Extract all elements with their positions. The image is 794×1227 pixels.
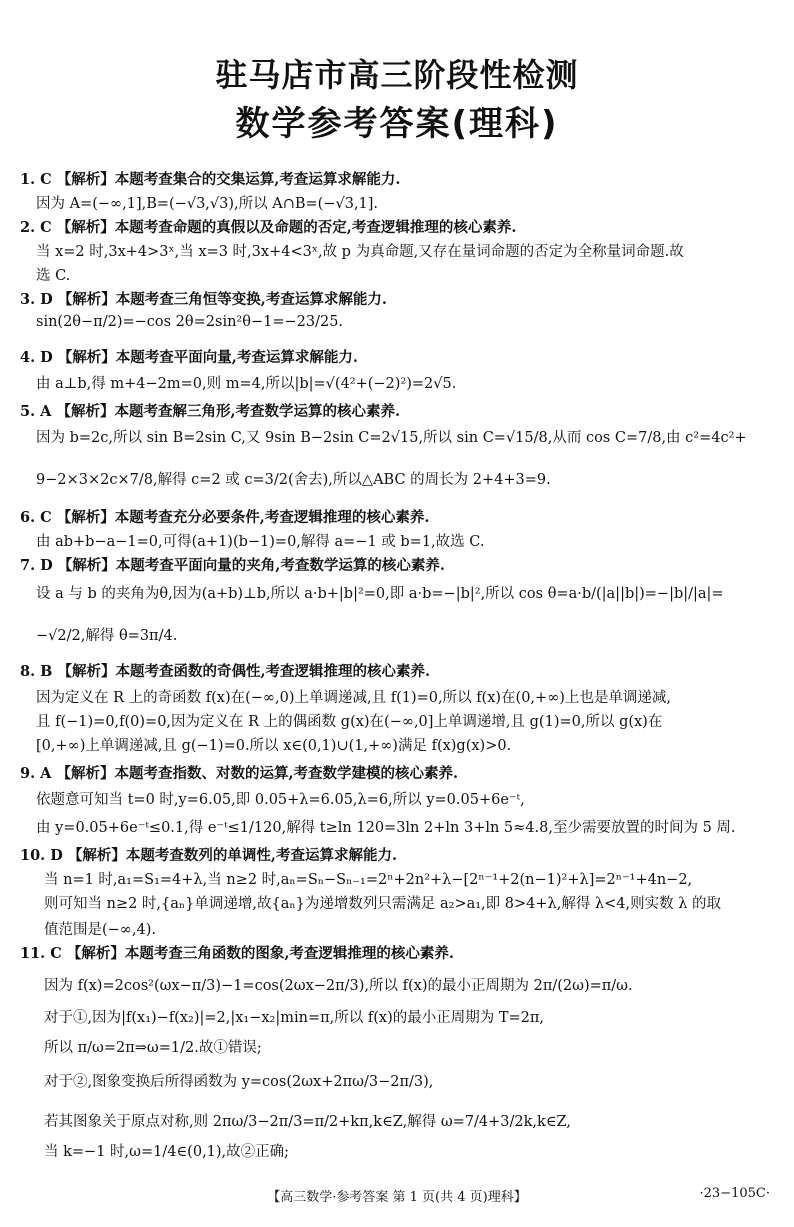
answer-line: 因为 f(x)=2cos²(ωx−π/3)−1=cos(2ωx−2π/3),所以 f(x)的最小正周期为 2π/(2ω)=π/ω. [44, 978, 633, 994]
answer-heading: 3. D 【解析】本题考查三角恒等变换,考查运算求解能力. [20, 291, 387, 308]
answer-heading: 5. A 【解析】本题考查解三角形,考查数学运算的核心素养. [20, 403, 401, 420]
answer-line: 所以 π/ω=2π⇒ω=1/2.故①错误; [44, 1040, 262, 1056]
answer-heading: 4. D 【解析】本题考查平面向量,考查运算求解能力. [20, 349, 358, 366]
answer-line: 则可知当 n≥2 时,{aₙ}单调递增,故{aₙ}为递增数列只需满足 a₂>a₁,即 8>4+λ,解得 λ<4,则实数 λ 的取 [44, 896, 722, 912]
answer-line: 因为定义在 R 上的奇函数 f(x)在(−∞,0)上单调递减,且 f(1)=0,所以 f(x)在(0,+∞)上也是单调递减, [36, 690, 672, 706]
answer-line: 由 y=0.05+6e⁻ᵗ≤0.1,得 e⁻ᵗ≤1/120,解得 t≥ln 120=3ln 2+ln 3+ln 5≈4.8,至少需要放置的时间为 5 周. [36, 820, 736, 836]
answer-heading: 8. B 【解析】本题考查函数的奇偶性,考查逻辑推理的核心素养. [20, 663, 431, 680]
answer-line: 值范围是(−∞,4). [44, 922, 156, 938]
answer-line: 当 n=1 时,a₁=S₁=4+λ,当 n≥2 时,aₙ=Sₙ−Sₙ₋₁=2ⁿ+2n²+λ−[2ⁿ⁻¹+2(n−1)²+λ]=2ⁿ⁻¹+4n−2, [44, 872, 693, 888]
page-title-subject: 数学参考答案(理科) [235, 104, 559, 144]
answer-line: 因为 A=(−∞,1],B=(−√3,√3),所以 A∩B=(−√3,1]. [36, 196, 379, 212]
answer-heading: 2. C 【解析】本题考查命题的真假以及命题的否定,考查逻辑推理的核心素养. [20, 219, 517, 236]
answer-line: 因为 b=2c,所以 sin B=2sin C,又 9sin B−2sin C=2√15,所以 sin C=√15/8,从而 cos C=7/8,由 c²=4c²+ [36, 430, 747, 446]
answer-heading: 11. C 【解析】本题考查三角函数的图象,考查逻辑推理的核心素养. [20, 945, 454, 962]
answer-line: 对于②,图象变换后所得函数为 y=cos(2ωx+2πω/3−2π/3), [44, 1074, 434, 1090]
page-footer: 【高三数学·参考答案 第 1 页(共 4 页)理科】 [267, 1190, 527, 1205]
answer-line: 设 a 与 b 的夹角为θ,因为(a+b)⊥b,所以 a·b+|b|²=0,即 a·b=−|b|²,所以 cos θ=a·b/(|a||b|)=−|b|/|a|= [36, 586, 724, 602]
answer-line: sin(2θ−π/2)=−cos 2θ=2sin²θ−1=−23/25. [36, 314, 344, 330]
answer-line: 由 ab+b−a−1=0,可得(a+1)(b−1)=0,解得 a=−1 或 b=1,故选 C. [36, 534, 485, 550]
answer-line: −√2/2,解得 θ=3π/4. [36, 628, 178, 644]
answer-line: 若其图象关于原点对称,则 2πω/3−2π/3=π/2+kπ,k∈Z,解得 ω=7/4+3/2k,k∈Z, [44, 1114, 571, 1130]
answer-heading: 7. D 【解析】本题考查平面向量的夹角,考查数学运算的核心素养. [20, 557, 445, 574]
answer-line: 对于①,因为|f(x₁)−f(x₂)|=2,|x₁−x₂|min=π,所以 f(x)的最小正周期为 T=2π, [44, 1010, 545, 1026]
answer-heading: 9. A 【解析】本题考查指数、对数的运算,考查数学建模的核心素养. [20, 765, 459, 782]
answer-line: 依题意可知当 t=0 时,y=6.05,即 0.05+λ=6.05,λ=6,所以 y=0.05+6e⁻ᵗ, [36, 792, 525, 808]
paper-code: ·23−105C· [699, 1186, 770, 1201]
answer-line: 且 f(−1)=0,f(0)=0,因为定义在 R 上的偶函数 g(x)在(−∞,0]上单调递增,且 g(1)=0,所以 g(x)在 [36, 714, 663, 730]
page-title-region: 驻马店市高三阶段性检测 [215, 56, 579, 94]
answer-line: 当 k=−1 时,ω=1/4∈(0,1),故②正确; [44, 1144, 290, 1160]
answer-line: 当 x=2 时,3x+4>3ˣ,当 x=3 时,3x+4<3ˣ,故 p 为真命题,又存在量词命题的否定为全称量词命题.故 [36, 244, 684, 260]
answer-line: 由 a⊥b,得 m+4−2m=0,则 m=4,所以|b|=√(4²+(−2)²)=2√5. [36, 376, 457, 392]
answer-heading: 10. D 【解析】本题考查数列的单调性,考查运算求解能力. [20, 847, 397, 864]
answer-line: [0,+∞)上单调递减,且 g(−1)=0.所以 x∈(0,1)∪(1,+∞)满足 f(x)g(x)>0. [36, 738, 512, 754]
answer-heading: 6. C 【解析】本题考查充分必要条件,考查逻辑推理的核心素养. [20, 509, 430, 526]
answer-line: 选 C. [36, 268, 71, 284]
answer-line: 9−2×3×2c×7/8,解得 c=2 或 c=3/2(舍去),所以△ABC 的周长为 2+4+3=9. [36, 472, 551, 488]
answer-heading: 1. C 【解析】本题考查集合的交集运算,考查运算求解能力. [20, 171, 401, 188]
